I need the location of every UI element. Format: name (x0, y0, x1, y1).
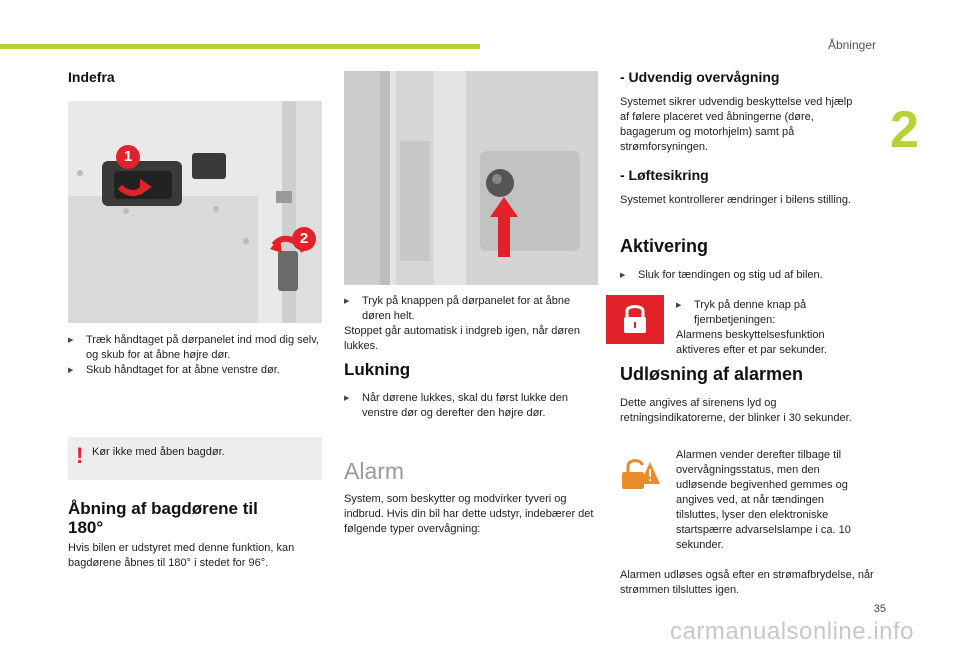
bullet-item: ▶ Tryk på knappen på dørpanelet for at åbne døren helt. (344, 294, 598, 324)
callout-1: 1 (116, 145, 140, 169)
heading-aktivering: Aktivering (620, 236, 709, 256)
door-interior-image (68, 101, 322, 323)
stoppet-text: Stoppet går automatisk i indgreb igen, når døren lukkes. (344, 325, 581, 352)
lock-button-tile (606, 295, 664, 344)
bullet-item: ▶ Skub håndtaget for at åbne venstre dør. (68, 363, 322, 378)
lukning-bullets (344, 391, 598, 421)
heading-indefra: Indefra (68, 69, 115, 85)
warning-icon: ! (76, 443, 84, 468)
chapter-number: 2 (890, 101, 919, 159)
heading-line-1: Åbning af bagdørene til (68, 499, 258, 518)
bullet-item: ▶ Når dørene lukkes, skal du først lukke den venstre dør og derefter den højre dør. (344, 391, 598, 421)
udlosning-text-2: Alarmen vender derefter tilbage til overvågningsstatus, men den udløsende begivenhed gemmes og angives ved, at når tændingen tilsluttes, lyser den elektroniske startspærre advarselslampe i ca. 10 sekunder. (676, 449, 851, 551)
aktivering-bullets (620, 268, 880, 283)
indefra-bullets (68, 333, 322, 378)
heading-aabning-180 (68, 499, 328, 537)
door-button-image (344, 71, 598, 285)
lock-icon (606, 295, 664, 344)
watermark: carmanualsonline.info (670, 618, 914, 645)
bullet-item: ▶ Tryk på denne knap på fjernbetjeningen: (676, 298, 866, 328)
heading-lukning: Lukning (344, 360, 411, 379)
udvendig-text: Systemet sikrer udvendig beskyttelse ved hjælp af følere placeret ved åbningerne (døre, bagagerum og motorhjelm) samt på strømforsyningen. (620, 96, 853, 153)
header-accent-bar (0, 44, 480, 49)
unlock-alarm-icon (618, 456, 662, 494)
page-number: 35 (873, 603, 886, 615)
door-interior-illustration (68, 101, 322, 323)
heading-alarm: Alarm (344, 458, 405, 484)
heading-loftesikring: - Løftesikring (620, 167, 709, 183)
heading-udlosning: Udløsning af alarmen (620, 364, 804, 384)
aktivering-text: Alarmens beskyttelsesfunktion aktiveres efter et par sekunder. (676, 329, 828, 356)
callout-2: 2 (292, 227, 316, 251)
heading-line-2: 180° (68, 518, 104, 537)
warning-text: Kør ikke med åben bagdør. (92, 446, 225, 458)
loftesikring-text: Systemet kontrollerer ændringer i bilens stilling. (620, 194, 852, 206)
bullet-item: ▶ Træk håndtaget på dørpanelet ind mod dig selv, og skub for at åbne højre dør. (68, 333, 322, 363)
heading-udvendig: - Udvendig overvågning (620, 69, 780, 85)
udlosning-text: Dette angives af sirenens lyd og retningsindikatorerne, der blinker i 30 sekunder. (620, 397, 852, 424)
section-label: Åbninger (827, 38, 876, 52)
unlock-warning-icon (618, 456, 662, 494)
bullet-item: ▶ Sluk for tændingen og stig ud af bilen. (620, 268, 880, 283)
alarm-text: System, som beskytter og modvirker tyveri og indbrud. Hvis din bil har dette udstyr, indebærer det følgende typer overvågning: (344, 493, 594, 535)
aabning-text: Hvis bilen er udstyret med denne funktion, kan bagdørene åbnes til 180° i stedet for 96°. (68, 542, 295, 569)
col2-bullets (344, 294, 598, 324)
udlosning-text-3: Alarmen udløses også efter en strømafbrydelse, når strømmen tilsluttes igen. (620, 569, 874, 596)
door-button-illustration (344, 71, 598, 285)
aktivering-bullet-2 (676, 298, 866, 328)
